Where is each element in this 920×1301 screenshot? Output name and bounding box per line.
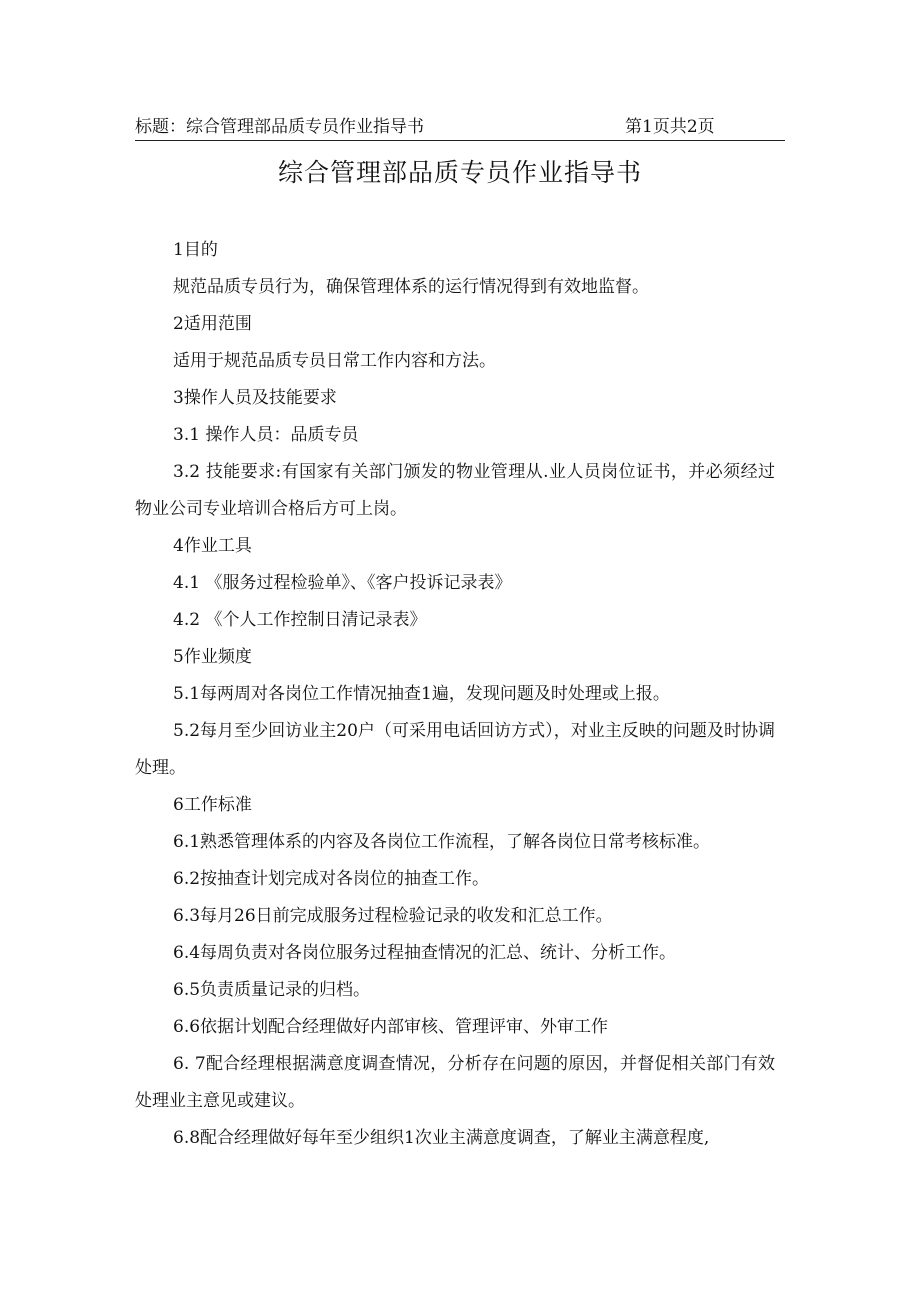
section-heading: 2适用范围 [173,314,252,334]
paragraph: 5.1每两周对各岗位工作情况抽查1遍，发现问题及时处理或上报。 [173,684,670,704]
document-title: 综合管理部品质专员作业指导书 [277,158,642,187]
paragraph: 6.4每周负责对各岗位服务过程抽查情况的汇总、统计、分析工作。 [173,943,677,963]
paragraph: 6.5负责质量记录的归档。 [173,980,371,1000]
paragraph: 6.6依据计划配合经理做好内部审核、管理评审、外审工作 [173,1017,609,1037]
paragraph: 4.2 《个人工作控制日清记录表》 [173,610,427,630]
document-body [135,232,775,1157]
header-title: 标题：综合管理部品质专员作业指导书 [135,117,424,137]
paragraph: 3.1 操作人员：品质专员 [173,425,359,445]
paragraph: 6. 7配合经理根据满意度调查情况，分析存在问题的原因，并督促相关部门有效处理业主意见或建议。 [135,1054,775,1111]
page-number: 第1页共2页 [625,117,715,137]
paragraph: 6.8配合经理做好每年至少组织1次业主满意度调查，了解业主满意程度, [173,1128,710,1148]
paragraph: 适用于规范品质专员日常工作内容和方法。 [173,351,496,371]
paragraph: 3.2 技能要求:有国家有关部门颁发的物业管理从.业人员岗位证书，并必须经过物业公司专业培训合格后方可上岗。 [135,462,775,519]
section-heading: 3操作人员及技能要求 [173,388,337,408]
paragraph: 规范品质专员行为，确保管理体系的运行情况得到有效地监督。 [173,277,649,297]
paragraph: 6.2按抽查计划完成对各岗位的抽查工作。 [173,869,490,889]
paragraph: 6.3每月26日前完成服务过程检验记录的收发和汇总工作。 [173,906,613,926]
section-heading: 4作业工具 [173,536,252,556]
paragraph: 5.2每月至少回访业主20户（可采用电话回访方式），对业主反映的问题及时协调处理。 [135,721,775,778]
section-heading: 5作业频度 [173,647,252,667]
paragraph: 4.1 《服务过程检验单》、《客户投诉记录表》 [173,573,512,593]
page-header [135,114,785,141]
paragraph: 6.1熟悉管理体系的内容及各岗位工作流程，了解各岗位日常考核标准。 [173,832,711,852]
section-heading: 6工作标准 [173,795,252,815]
section-heading: 1目的 [173,240,218,260]
